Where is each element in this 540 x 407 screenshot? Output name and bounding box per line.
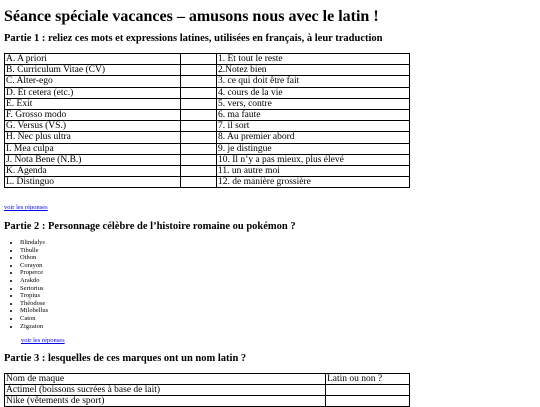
table-row [5, 165, 410, 176]
translation-cell: 6. ma faute [217, 109, 410, 120]
answer-cell [181, 109, 217, 120]
matching-table [4, 53, 410, 188]
table-row [5, 154, 410, 165]
brands-table [4, 373, 410, 407]
page-title: Séance spéciale vacances – amusons nous avec le latin ! [4, 8, 379, 25]
translation-cell: 5. vers, contre [217, 98, 410, 109]
answer-cell [181, 87, 217, 98]
translation-cell: 10. Il n’y a pas mieux, plus élevé [217, 154, 410, 165]
latin-term-cell: A. A priori [5, 54, 181, 65]
list-item: • Milobellus [20, 307, 48, 315]
table-row [5, 177, 410, 188]
latin-term-cell: F. Grosso modo [5, 109, 181, 120]
latin-term-cell: B. Curriculum Vitae (CV) [5, 65, 181, 76]
table-row [5, 121, 410, 132]
list-item: • Corayon [20, 262, 48, 270]
table-row [5, 87, 410, 98]
brands-column-header: Latin ou non ? [326, 374, 410, 385]
answer-cell [181, 165, 217, 176]
answer-cell [181, 154, 217, 165]
table-row [5, 54, 410, 65]
list-item: • Arakdo [20, 277, 48, 285]
table-row [5, 132, 410, 143]
list-item: • Théodose [20, 300, 48, 308]
part2-answers-link[interactable]: voir les réponses [21, 337, 65, 344]
answer-cell [181, 98, 217, 109]
brands-header-row [5, 374, 410, 385]
latin-term-cell: G. Versus (VS.) [5, 121, 181, 132]
latin-term-cell: K. Agenda [5, 165, 181, 176]
latin-term-cell: H. Nec plus ultra [5, 132, 181, 143]
answer-cell [181, 121, 217, 132]
translation-cell: 7. il sort [217, 121, 410, 132]
translation-cell: 12. de manière grossière [217, 177, 410, 188]
table-row [5, 109, 410, 120]
translation-cell: 3. ce qui doit être fait [217, 76, 410, 87]
part1-answers-link[interactable]: voir les réponses [4, 204, 48, 211]
answer-cell [181, 143, 217, 154]
latin-term-cell: C. Alter-ego [5, 76, 181, 87]
names-list [11, 239, 48, 330]
brand-name-cell: Actimel (boissons sucrées à base de lait) [5, 385, 326, 396]
brands-column-header: Nom de maque [5, 374, 326, 385]
latin-term-cell: J. Nota Bene (N.B.) [5, 154, 181, 165]
translation-cell: 9. je distingue [217, 143, 410, 154]
list-item: • Tropius [20, 292, 48, 300]
table-row [5, 143, 410, 154]
answer-cell [181, 65, 217, 76]
latin-term-cell: L. Distinguo [5, 177, 181, 188]
list-item: • Zigzaton [20, 323, 48, 331]
table-row [5, 76, 410, 87]
latin-term-cell: E. Exit [5, 98, 181, 109]
table-row [5, 65, 410, 76]
brand-name-cell: Nike (vêtements de sport) [5, 396, 326, 407]
translation-cell: 4. cours de la vie [217, 87, 410, 98]
part2-heading: Partie 2 : Personnage célèbre de l’histoire romaine ou pokémon ? [4, 221, 296, 232]
translation-cell: 8. Au premier abord [217, 132, 410, 143]
answer-cell [181, 76, 217, 87]
list-item: • Sertorius [20, 285, 48, 293]
latin-term-cell: I. Mea culpa [5, 143, 181, 154]
answer-cell [181, 177, 217, 188]
part1-heading: Partie 1 : reliez ces mots et expressions latines, utilisées en français, à leur traduction [4, 33, 383, 44]
table-row [5, 98, 410, 109]
table-row [5, 385, 410, 396]
list-item: • Tibulle [20, 247, 48, 255]
list-item: • Othon [20, 254, 48, 262]
latin-term-cell: D. Et cetera (etc.) [5, 87, 181, 98]
latin-answer-cell [326, 385, 410, 396]
list-item: • Blindalys [20, 239, 48, 247]
list-item: • Properce [20, 269, 48, 277]
answer-cell [181, 132, 217, 143]
part3-heading: Partie 3 : lesquelles de ces marques ont un nom latin ? [4, 353, 247, 364]
translation-cell: 11. un autre moi [217, 165, 410, 176]
translation-cell: 1. Et tout le reste [217, 54, 410, 65]
translation-cell: 2.Notez bien [217, 65, 410, 76]
list-item: • Caton [20, 315, 48, 323]
answer-cell [181, 54, 217, 65]
